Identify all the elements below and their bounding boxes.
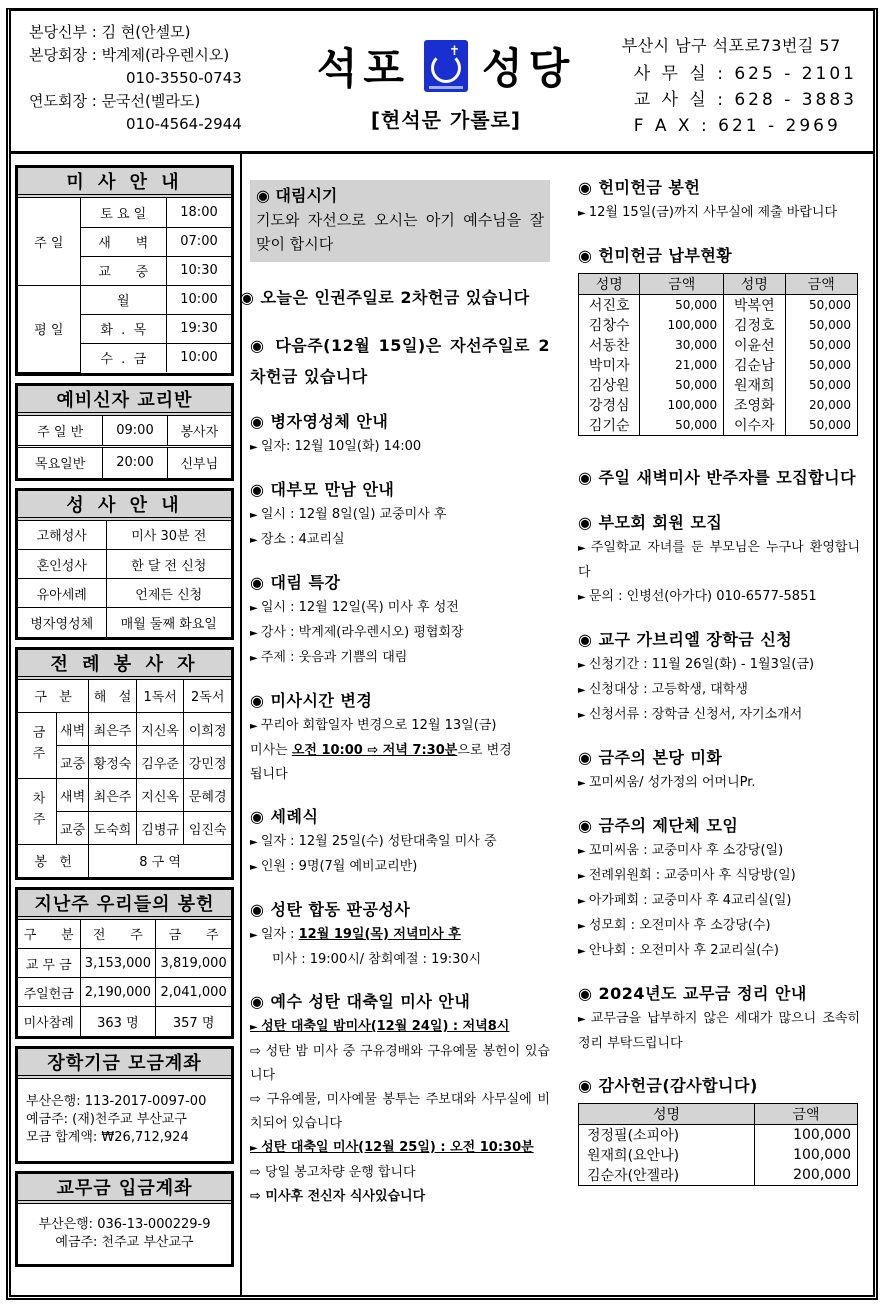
advent-banner (250, 180, 550, 262)
yeondo-president: 연도회장 : 문국선(벨라도) (29, 92, 201, 110)
right-thanks-headers-1: 금액 (755, 1104, 858, 1125)
mass-weekday-1-time: 19:30 (167, 314, 232, 343)
catechumen-table (18, 416, 231, 478)
right-rice_status-rows-0-2: 박복연 (724, 295, 785, 316)
right-rice_status-rows-1-2: 김정호 (724, 315, 785, 335)
liturgy-rows-2-reading2: 문혜경 (184, 779, 231, 812)
header-left-1-value: 박계제(라우렌시오) (101, 46, 230, 64)
right-thanks-rows-0-1: 100,000 (755, 1125, 858, 1146)
middle-baptism-lines-1: ► 인원 : 9명(7월 예비교리반) (250, 855, 550, 880)
right-rice_status-rows-2-1: 30,000 (640, 335, 724, 355)
middle-christmas-day_note2: ⇨ 미사후 전신자 식사있습니다 (250, 1185, 550, 1209)
title-right: 성당 (482, 44, 576, 93)
right-rice_status-rows-5-0: 강경심 (579, 395, 640, 415)
liturgy-rows-3-commentary: 도숙희 (89, 812, 137, 845)
right-flowers-title: ◉ 금주의 본당 미화 (578, 745, 860, 771)
liturgy-rows-2-mass: 새벽 (57, 779, 89, 812)
liturgy-rows-3-reading2: 임진숙 (184, 812, 231, 845)
sacraments-table (18, 521, 231, 637)
liturgy-headers-2: 1독서 (136, 680, 184, 713)
catechumen-rows-0-time: 09:00 (103, 416, 167, 447)
liturgy-rows-1-reading1: 김우준 (136, 746, 184, 779)
catechumen-rows-1-class: 목요일반 (18, 447, 103, 478)
liturgy-next_week: 차주 (18, 779, 57, 845)
liturgy-headers-3: 2독서 (184, 680, 231, 713)
sacraments-rows-3-name: 병자영성체 (18, 608, 106, 637)
liturgy-headers-0: 구 분 (18, 680, 89, 713)
liturgy-rows-3-reading1: 김병규 (136, 812, 184, 845)
mass-sunday-1-day: 새 벽 (80, 227, 167, 256)
dues-account (15, 1171, 234, 1267)
catechumen-class (15, 383, 234, 481)
christmas-mass (250, 989, 550, 1209)
right-dues-body: ► 교무금을 납부하지 않은 세대가 많으니 조속히 정리 부탁드립니다 (578, 1007, 860, 1056)
notice-charity-sunday (250, 330, 550, 392)
middle-penance-emph: 12월 19일(목) 저녁미사 후 (298, 927, 461, 942)
right-thanks-rows-2-1: 200,000 (755, 1165, 858, 1186)
right-groups-lines-1: ► 전례위원회 : 교중미사 후 식당방(일) (578, 864, 860, 889)
liturgy-rows-2-reading1: 지신옥 (136, 779, 184, 812)
left-column (15, 165, 234, 1274)
right-rice_status-rows-6-1: 50,000 (640, 415, 724, 436)
church-logo-icon: ✝ (424, 40, 468, 92)
header-phones-0-value: 625 - 2101 (734, 64, 857, 84)
right-column (578, 175, 860, 1203)
catechumen-rows-1-teacher: 신부님 (167, 447, 231, 478)
right-rice_status-rows-3-0: 박미자 (579, 355, 640, 375)
phone-teachers (622, 87, 857, 113)
offerings-rows-1-prev: 2,190,000 (80, 978, 156, 1007)
offerings-rows-2-curr: 357 명 (156, 1007, 231, 1036)
right-gabriel-lines-1: ► 신청대상 : 고등학생, 대학생 (578, 678, 860, 703)
right-rice_status-rows-0-1: 50,000 (640, 295, 724, 316)
middle-christmas-eve_note2: ⇨ 구유예물, 미사예물 봉투는 주보대와 사무실에 비치되어 있습니다 (250, 1088, 550, 1136)
right-rice_status-rows-1-3: 50,000 (785, 315, 857, 335)
header-phones-2-label: F A X : (633, 116, 710, 136)
middle-lecture-lines-0: ► 일시 : 12월 12일(목) 미사 후 성전 (250, 596, 550, 621)
offerings-rows-2-prev: 363 명 (80, 1007, 156, 1036)
rice-offering-status (578, 243, 860, 436)
catechumen-rows-1-time: 20:00 (103, 447, 167, 478)
catechumen-title: 예비신자 교리반 (18, 386, 231, 416)
liturgy-servers (15, 647, 234, 880)
offerings-summary (15, 887, 234, 1039)
offerings-headers-0: 구 분 (18, 920, 80, 949)
right-rice-body: ► 12월 15일(금)까지 사무실에 제출 바랍니다 (578, 201, 860, 226)
mass-weekday-2-time: 10:00 (167, 343, 232, 372)
right-rice_status-headers-1: 금액 (640, 274, 724, 295)
header-phones-1-value: 628 - 3883 (734, 90, 857, 110)
right-rice_status-rows-5-2: 조영화 (724, 395, 785, 415)
dues_account-lines-0: 부산은행: 036-13-000229-9 (38, 1216, 211, 1232)
phone-office (622, 61, 857, 87)
offerings-rows-0-prev: 3,153,000 (80, 949, 156, 978)
liturgy-rows-0-mass: 새벽 (57, 713, 89, 746)
header (11, 11, 873, 154)
scholarship-title: 장학기금 모금계좌 (18, 1049, 231, 1079)
mass-sunday-1-time: 07:00 (167, 227, 232, 256)
right-rice_status-headers-3: 금액 (785, 274, 857, 295)
header-left-0-label: 본당신부 (29, 23, 87, 41)
middle-time_change-line1: ► 꾸리아 회합일자 변경으로 12월 13일(금) (250, 714, 550, 739)
right-thanks-title: ◉ 감사헌금(감사합니다) (578, 1073, 860, 1099)
right-groups-lines-4: ► 안나회 : 오전미사 후 2교리실(수) (578, 939, 860, 964)
right-thanks-rows-1-0: 원재희(요안나) (579, 1145, 755, 1165)
middle-sick-lines-0: ► 일자: 12월 10일(화) 14:00 (250, 435, 550, 460)
offerings-rows-2-label: 미사참례 (18, 1007, 80, 1036)
right-rice_status-rows-3-1: 21,000 (640, 355, 724, 375)
patron-saint: [현석문 가롤로] (370, 108, 522, 132)
middle-godparent-title: ◉ 대부모 만남 안내 (250, 477, 550, 503)
sacraments-rows-0-info: 미사 30분 전 (106, 521, 231, 550)
sacraments-rows-1-info: 한 달 전 신청 (106, 550, 231, 579)
mass-schedule (15, 165, 234, 376)
sick-communion (250, 409, 550, 460)
right-gabriel-lines-0: ► 신청기간 : 11월 26일(화) - 1월3일(금) (578, 653, 860, 678)
mass-weekday_label: 평 일 (18, 285, 80, 372)
right-rice_status-rows-5-1: 100,000 (640, 395, 724, 415)
mass-weekday-1-day: 화 . 목 (80, 314, 167, 343)
catechumen-rows-0-class: 주 일 반 (18, 416, 103, 447)
right-parents-title: ◉ 부모회 회원 모집 (578, 510, 860, 536)
right-rice_status-headers-0: 성명 (579, 274, 640, 295)
staff-info (29, 21, 242, 136)
middle-penance-title: ◉ 성탄 합동 판공성사 (250, 897, 550, 923)
header-left-2-value: 문국선(벨라도) (101, 92, 201, 110)
sacraments-rows-1-name: 혼인성사 (18, 550, 106, 579)
middle-time_change-post: 으로 변경 (457, 743, 512, 758)
pastor: 본당신부 : 김 현(안셀모) (29, 23, 191, 41)
catechumen-rows-0-teacher: 봉사자 (167, 416, 231, 447)
thanks-table (578, 1103, 858, 1186)
header-phones-2-value: 621 - 2969 (718, 116, 841, 136)
liturgy-rows-1-mass: 교중 (57, 746, 89, 779)
gabriel-scholarship (578, 627, 860, 728)
middle-godparent-lines-1: ► 장소 : 4교리실 (250, 528, 550, 553)
right-rice_status-title: ◉ 헌미헌금 납부현황 (578, 243, 860, 269)
thanksgiving-offering (578, 1073, 860, 1186)
yeondo-president-phone: 010-4564-2944 (126, 115, 242, 133)
offerings-rows-0-curr: 3,819,000 (156, 949, 231, 978)
offerings-rows-1-curr: 2,041,000 (156, 978, 231, 1007)
church-cleaning (578, 745, 860, 796)
dues_account-lines-1: 예금주: 천주교 부산교구 (55, 1234, 194, 1250)
rice-offering (578, 175, 860, 226)
sacraments-rows-2-info: 언제든 신청 (106, 579, 231, 608)
parents-recruit (578, 510, 860, 610)
right-rice_status-rows-2-3: 50,000 (785, 335, 857, 355)
mass-schedule-title: 미 사 안 내 (18, 168, 231, 198)
offerings-rows-1-label: 주일헌금 (18, 978, 80, 1007)
scholarship_account-lines-0: 부산은행: 113-2017-0097-00 (26, 1093, 207, 1109)
middle-time_change-emph: 오전 10:00 ⇨ 저녁 7:30분 (291, 743, 458, 758)
church-title (311, 36, 581, 133)
right-rice_status-rows-3-2: 김순남 (724, 355, 785, 375)
middle-godparent-lines-0: ► 일시 : 12월 8일(일) 교중미사 후 (250, 503, 550, 528)
right-parents-line2: ► 문의 : 인병선(아가다) 010-6577-5851 (578, 585, 860, 610)
scholarship-details (18, 1079, 231, 1161)
middle-lecture-title: ◉ 대림 특강 (250, 570, 550, 596)
mass-table (18, 198, 231, 373)
header-phones-0-label: 사 무 실 : (633, 64, 726, 84)
mass-weekday-0-day: 월 (80, 285, 167, 314)
middle-notice2: ◉ 다음주(12월 15일)은 자선주일로 2차헌금 있습니다 (250, 330, 550, 392)
mass-sunday-0-day: 토 요 일 (80, 198, 167, 227)
middle-time_change-line3: 됩니다 (250, 767, 288, 782)
liturgy-this_week: 금주 (18, 713, 57, 779)
middle-notice1: ◉ 오늘은 인권주일로 2차헌금 있습니다 (250, 282, 550, 313)
right-gabriel-title: ◉ 교구 가브리엘 장학금 신청 (578, 627, 860, 653)
sacraments-rows-3-info: 매월 둘째 화요일 (106, 608, 231, 637)
middle-christmas-day_note1: ⇨ 당일 봉고차량 운행 합니다 (250, 1161, 550, 1185)
dues-notice (578, 981, 860, 1056)
right-rice_status-rows-3-3: 50,000 (785, 355, 857, 375)
right-rice_status-headers-2: 성명 (724, 274, 785, 295)
middle-column (250, 180, 550, 1226)
right-organist: ◉ 주일 새벽미사 반주자를 모집합니다 (578, 462, 860, 493)
mass-sunday-0-time: 18:00 (167, 198, 232, 227)
offerings-headers-2: 금 주 (156, 920, 231, 949)
right-dues-title: ◉ 2024년도 교무금 정리 안내 (578, 981, 860, 1007)
liturgy-rows-0-reading2: 이희정 (184, 713, 231, 746)
liturgy-headers-1: 해 설 (89, 680, 137, 713)
liturgy-title: 전 례 봉 사 자 (18, 650, 231, 680)
middle-christmas-eve_note1: ⇨ 성탄 밤 미사 중 구유경배와 구유예물 봉헌이 있습니다 (250, 1040, 550, 1088)
right-gabriel-lines-2: ► 신청서류 : 장학금 신청서, 자기소개서 (578, 703, 860, 728)
middle-penance-line2: 미사 : 19:00시/ 참회예절 : 19:30시 (272, 952, 482, 967)
right-groups-lines-3: ► 성모회 : 오전미사 후 소강당(수) (578, 914, 860, 939)
liturgy-rows-2-commentary: 최은주 (89, 779, 137, 812)
advent-lecture (250, 570, 550, 671)
right-thanks-rows-1-1: 100,000 (755, 1145, 858, 1165)
penance-service (250, 897, 550, 972)
group-meetings (578, 813, 860, 964)
right-rice_status-rows-6-0: 김기순 (579, 415, 640, 436)
column-divider (240, 154, 242, 1295)
right-flowers-lines-0: ► 꼬미씨움/ 성가정의 어머니Pr. (578, 771, 860, 796)
mass-sunday_label: 주 일 (18, 198, 80, 285)
rice-status-table (578, 273, 858, 436)
baptism (250, 804, 550, 880)
dues-account-details (18, 1204, 231, 1264)
right-rice_status-rows-1-0: 김창수 (579, 315, 640, 335)
right-thanks-headers-0: 성명 (579, 1104, 755, 1125)
middle-penance-label: 일자 : (260, 927, 299, 942)
scholarship-account (15, 1046, 234, 1164)
liturgy-rows-1-reading2: 강민정 (184, 746, 231, 779)
contact-info (622, 33, 857, 139)
right-rice_status-rows-0-0: 서진호 (579, 295, 640, 316)
right-thanks-rows-2-0: 김순자(안젤라) (579, 1165, 755, 1186)
middle-baptism-title: ◉ 세례식 (250, 804, 550, 830)
liturgy-rows-0-reading1: 지신옥 (136, 713, 184, 746)
mass-weekday-2-day: 수 . 금 (80, 343, 167, 372)
mass-weekday-0-time: 10:00 (167, 285, 232, 314)
right-rice_status-rows-6-2: 이수자 (724, 415, 785, 436)
council-president: 본당회장 : 박계제(라우렌시오) (29, 46, 230, 64)
middle-lecture-lines-1: ► 강사 : 박계제(라우렌시오) 평협회장 (250, 621, 550, 646)
right-rice_status-rows-4-0: 김상원 (579, 375, 640, 395)
title-left: 석포 (316, 44, 410, 93)
right-parents-line1: ► 주일학교 자녀를 둔 부모님은 누구나 환영합니다 (578, 536, 860, 585)
right-groups-title: ◉ 금주의 제단체 모임 (578, 813, 860, 839)
right-rice_status-rows-0-3: 50,000 (785, 295, 857, 316)
scholarship_account-lines-1: 예금주: (재)천주교 부산교구 (26, 1111, 187, 1127)
right-rice_status-rows-5-3: 20,000 (785, 395, 857, 415)
right-rice-title: ◉ 헌미헌금 봉헌 (578, 175, 860, 201)
right-rice_status-rows-4-2: 원재희 (724, 375, 785, 395)
mass-time-change (250, 688, 550, 787)
sacraments-rows-2-name: 유아세례 (18, 579, 106, 608)
phone-fax (622, 113, 857, 139)
offerings-rows-0-label: 교 무 금 (18, 949, 80, 978)
offerings-title: 지난주 우리들의 봉헌 (18, 890, 231, 920)
liturgy-offering_value: 8 구 역 (89, 845, 231, 877)
offerings-table (18, 920, 231, 1036)
scholarship_account-lines-2: 모금 합계액: ₩26,712,924 (26, 1129, 189, 1145)
right-rice_status-rows-4-3: 50,000 (785, 375, 857, 395)
advent-body: 기도와 자선으로 오시는 아기 예수님을 잘 맞이 합시다 (256, 211, 544, 253)
header-left-0-value: 김 현(안셀모) (101, 23, 191, 41)
council-president-phone: 010-3550-0743 (126, 69, 242, 87)
middle-sick-title: ◉ 병자영성체 안내 (250, 409, 550, 435)
right-groups-lines-0: ► 꼬미씨움 : 교중미사 후 소강당(일) (578, 839, 860, 864)
mass-sunday-2-time: 10:30 (167, 256, 232, 285)
advent-title: ◉ 대림시기 (256, 184, 544, 208)
header-phones-1-label: 교 사 실 : (633, 90, 726, 110)
dues-account-title: 교무금 입금계좌 (18, 1174, 231, 1204)
middle-time_change-title: ◉ 미사시간 변경 (250, 688, 550, 714)
right-rice_status-rows-2-2: 이윤선 (724, 335, 785, 355)
liturgy-rows-0-commentary: 최은주 (89, 713, 137, 746)
offerings-headers-1: 전 주 (80, 920, 156, 949)
right-rice_status-rows-1-1: 100,000 (640, 315, 724, 335)
organist-recruit (578, 462, 860, 493)
right-rice_status-rows-4-1: 50,000 (640, 375, 724, 395)
right-rice_status-rows-2-0: 서동찬 (579, 335, 640, 355)
header-left-2-label: 연도회장 (29, 92, 87, 110)
right-thanks-rows-0-0: 정정필(소피아) (579, 1125, 755, 1146)
mass-sunday-2-day: 교 중 (80, 256, 167, 285)
middle-christmas-title: ◉ 예수 성탄 대축일 미사 안내 (250, 989, 550, 1015)
sacraments-title: 성 사 안 내 (18, 491, 231, 521)
godparent-meeting (250, 477, 550, 553)
address: 부산시 남구 석포로73번길 57 (621, 36, 841, 55)
middle-time_change-pre: 미사는 (250, 743, 292, 758)
liturgy-rows-3-mass: 교중 (57, 812, 89, 845)
sacraments-info (15, 488, 234, 640)
liturgy-offering_label: 봉 헌 (18, 845, 89, 877)
sacraments-rows-0-name: 고해성사 (18, 521, 106, 550)
right-rice_status-rows-6-3: 50,000 (785, 415, 857, 436)
middle-christmas-eve: ► 성탄 대축일 밤미사(12월 24일) : 저녁8시 (250, 1015, 550, 1040)
notice-human-rights (250, 282, 550, 313)
liturgy-rows-1-commentary: 황정숙 (89, 746, 137, 779)
liturgy-table (18, 680, 231, 877)
right-groups-lines-2: ► 아가페회 : 교중미사 후 4교리실(일) (578, 889, 860, 914)
header-left-1-label: 본당회장 (29, 46, 87, 64)
middle-baptism-lines-0: ► 일자 : 12월 25일(수) 성탄대축일 미사 중 (250, 830, 550, 855)
middle-christmas-day: ► 성탄 대축일 미사(12월 25일) : 오전 10:30분 (250, 1136, 550, 1161)
middle-lecture-lines-2: ► 주제 : 웃음과 기쁨의 대림 (250, 646, 550, 671)
